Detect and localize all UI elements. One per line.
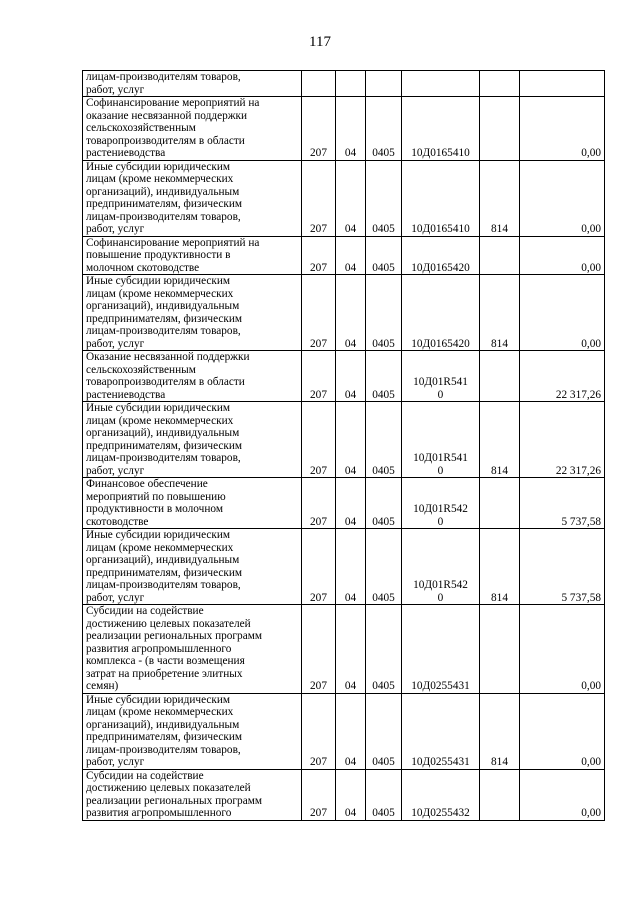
row-rz-cell: 04 xyxy=(336,275,366,351)
row-vr-cell xyxy=(480,769,520,820)
table-row xyxy=(83,160,605,236)
row-name-text: Оказание несвязанной поддержки сельскохозяйственным товаропроизводителям в области растениеводства xyxy=(86,351,250,401)
row-ved-cell: 207 xyxy=(302,529,336,605)
row-sum-cell: 0,00 xyxy=(520,160,605,236)
row-rz-cell: 04 xyxy=(336,693,366,769)
row-csr-cell: 10Д01R542 0 xyxy=(402,478,480,529)
row-vr-cell xyxy=(480,97,520,161)
row-name-cell xyxy=(83,97,302,161)
row-sum-cell: 0,00 xyxy=(520,693,605,769)
row-pr-cell: 0405 xyxy=(366,236,402,275)
table-row xyxy=(83,693,605,769)
row-name-text: Иные субсидии юридическим лицам (кроме некоммерческих организаций), индивидуальным предпринимателям, физическим лицам-производителям товаров, работ, услуг xyxy=(86,402,243,477)
row-ved-cell: 207 xyxy=(302,160,336,236)
table-row xyxy=(83,351,605,402)
row-pr-cell: 0405 xyxy=(366,160,402,236)
row-sum-cell: 22 317,26 xyxy=(520,351,605,402)
row-pr-cell: 0405 xyxy=(366,478,402,529)
row-vr-cell: 814 xyxy=(480,402,520,478)
row-csr-cell: 10Д01R542 0 xyxy=(402,529,480,605)
row-name-text: Софинансирование мероприятий на повышение продуктивности в молочном скотоводстве xyxy=(86,236,260,274)
row-ved-cell: 207 xyxy=(302,275,336,351)
row-pr-cell: 0405 xyxy=(366,402,402,478)
row-name-text: Иные субсидии юридическим лицам (кроме некоммерческих организаций), индивидуальным предпринимателям, физическим лицам-производителям товаров, работ, услуг xyxy=(86,529,243,604)
row-name-text: Софинансирование мероприятий на оказание несвязанной поддержки сельскохозяйственным товаропроизводителям в области растениеводства xyxy=(86,97,260,159)
row-name-cell xyxy=(83,529,302,605)
row-pr-cell: 0405 xyxy=(366,693,402,769)
table-body xyxy=(83,71,605,821)
row-name-text: Иные субсидии юридическим лицам (кроме некоммерческих организаций), индивидуальным предпринимателям, физическим лицам-производителям товаров, работ, услуг xyxy=(86,160,243,235)
row-name-cell xyxy=(83,693,302,769)
row-ved-cell: 207 xyxy=(302,351,336,402)
row-csr-cell: 10Д0255431 xyxy=(402,693,480,769)
row-pr-cell: 0405 xyxy=(366,97,402,161)
row-vr-cell: 814 xyxy=(480,529,520,605)
row-name-cell xyxy=(83,478,302,529)
row-pr-cell xyxy=(366,71,402,97)
row-vr-cell xyxy=(480,351,520,402)
row-pr-cell: 0405 xyxy=(366,529,402,605)
table-row xyxy=(83,529,605,605)
table-row xyxy=(83,97,605,161)
row-name-cell xyxy=(83,605,302,694)
row-name-text: Субсидии на содействие достижению целевых показателей реализации региональных программ развития агропромышленного комплекса - (в части возмещения затрат на приобретение элитных семян) xyxy=(86,605,263,692)
row-name-text: Иные субсидии юридическим лицам (кроме некоммерческих организаций), индивидуальным предпринимателям, физическим лицам-производителям товаров, работ, услуг xyxy=(86,693,243,768)
row-csr-cell: 10Д0255431 xyxy=(402,605,480,694)
row-csr-cell xyxy=(402,71,480,97)
table-row xyxy=(83,769,605,820)
table-row xyxy=(83,275,605,351)
row-name-cell xyxy=(83,160,302,236)
row-ved-cell: 207 xyxy=(302,402,336,478)
table-row xyxy=(83,71,605,97)
row-csr-cell: 10Д0165420 xyxy=(402,275,480,351)
row-name-cell xyxy=(83,769,302,820)
row-pr-cell: 0405 xyxy=(366,351,402,402)
row-name-text: лицам-производителям товаров, работ, услуг xyxy=(86,71,241,96)
row-rz-cell: 04 xyxy=(336,97,366,161)
row-vr-cell: 814 xyxy=(480,275,520,351)
row-name-text: Финансовое обеспечение мероприятий по повышению продуктивности в молочном скотоводстве xyxy=(86,478,226,528)
row-rz-cell: 04 xyxy=(336,402,366,478)
table-row xyxy=(83,605,605,694)
row-ved-cell: 207 xyxy=(302,236,336,275)
row-sum-cell: 5 737,58 xyxy=(520,529,605,605)
row-rz-cell: 04 xyxy=(336,529,366,605)
row-csr-cell: 10Д0255432 xyxy=(402,769,480,820)
row-rz-cell xyxy=(336,71,366,97)
row-vr-cell xyxy=(480,605,520,694)
row-vr-cell xyxy=(480,71,520,97)
row-pr-cell: 0405 xyxy=(366,769,402,820)
row-ved-cell: 207 xyxy=(302,605,336,694)
table-row xyxy=(83,478,605,529)
row-csr-cell: 10Д01R541 0 xyxy=(402,351,480,402)
row-rz-cell: 04 xyxy=(336,351,366,402)
row-rz-cell: 04 xyxy=(336,478,366,529)
row-sum-cell: 0,00 xyxy=(520,97,605,161)
row-sum-cell xyxy=(520,71,605,97)
row-name-cell xyxy=(83,71,302,97)
row-csr-cell: 10Д0165410 xyxy=(402,160,480,236)
row-sum-cell: 22 317,26 xyxy=(520,402,605,478)
row-sum-cell: 0,00 xyxy=(520,236,605,275)
row-ved-cell: 207 xyxy=(302,478,336,529)
row-name-cell xyxy=(83,236,302,275)
row-ved-cell xyxy=(302,71,336,97)
row-pr-cell: 0405 xyxy=(366,275,402,351)
row-name-text: Иные субсидии юридическим лицам (кроме некоммерческих организаций), индивидуальным предпринимателям, физическим лицам-производителям товаров, работ, услуг xyxy=(86,275,243,350)
row-vr-cell xyxy=(480,478,520,529)
page-number: 117 xyxy=(309,34,331,50)
row-rz-cell: 04 xyxy=(336,605,366,694)
row-name-cell xyxy=(83,402,302,478)
row-name-cell xyxy=(83,275,302,351)
row-name-text: Субсидии на содействие достижению целевых показателей реализации региональных программ развития агропромышленного xyxy=(86,769,263,819)
row-ved-cell: 207 xyxy=(302,693,336,769)
row-sum-cell: 0,00 xyxy=(520,605,605,694)
row-vr-cell: 814 xyxy=(480,160,520,236)
row-rz-cell: 04 xyxy=(336,769,366,820)
row-name-cell xyxy=(83,351,302,402)
table-row xyxy=(83,402,605,478)
row-sum-cell: 5 737,58 xyxy=(520,478,605,529)
row-sum-cell: 0,00 xyxy=(520,769,605,820)
row-csr-cell: 10Д01R541 0 xyxy=(402,402,480,478)
row-csr-cell: 10Д0165410 xyxy=(402,97,480,161)
table-row xyxy=(83,236,605,275)
row-ved-cell: 207 xyxy=(302,769,336,820)
row-rz-cell: 04 xyxy=(336,236,366,275)
row-sum-cell: 0,00 xyxy=(520,275,605,351)
row-vr-cell xyxy=(480,236,520,275)
budget-table xyxy=(82,70,605,821)
row-csr-cell: 10Д0165420 xyxy=(402,236,480,275)
row-pr-cell: 0405 xyxy=(366,605,402,694)
row-vr-cell: 814 xyxy=(480,693,520,769)
row-rz-cell: 04 xyxy=(336,160,366,236)
row-ved-cell: 207 xyxy=(302,97,336,161)
